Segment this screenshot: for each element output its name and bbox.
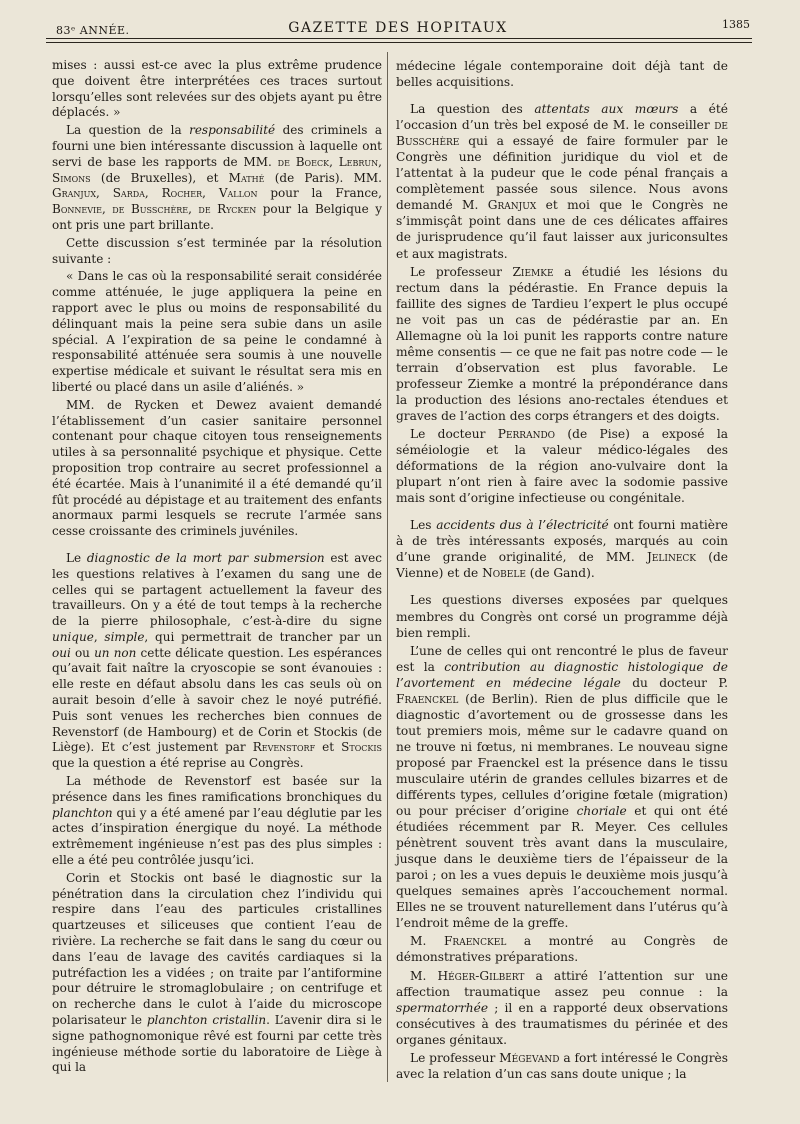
column-divider (387, 52, 388, 1082)
author-name: Granjux (487, 198, 537, 213)
paragraph (52, 398, 382, 540)
text-run: a été l’occasion d’un très bel exposé de M. le conseiller (396, 102, 728, 133)
text-run: que la question a été reprise au Congrès. (52, 756, 304, 771)
paragraph (396, 643, 728, 932)
text-run: et qui ont été étudiées récemment par R. Meyer. Ces cellules pénètrent souvent très avant dans la musculaire, jusque dans le deuxième tiers de l’épaisseur de la paroi ; on les a vues depuis le deuxième mois jusqu’à quelques semaines après l’accouchement normal. Elles ne se trouvent naturellement dans l’utérus qu’à l’endroit même de la greffe. (396, 804, 729, 931)
author-name: de Busschère (112, 202, 189, 217)
text-run: La question des (410, 102, 535, 117)
italic-run: simple (104, 629, 145, 644)
author-name: Fraenckel (443, 934, 507, 949)
author-name: Mathé (228, 170, 265, 185)
paragraph (52, 871, 382, 1076)
italic-run: oui (52, 645, 71, 660)
author-name: Sarda (112, 186, 145, 201)
text-run: ont fourni matière à de très intéressants exposés, marqués au coin d’une grande originalité, de MM. (396, 518, 728, 565)
author-name: Bonnevie (52, 202, 102, 217)
paragraph (396, 101, 728, 261)
italic-run: planchton cristallin (146, 1013, 267, 1028)
text-run: L’une de celles qui ont rencontré le plus de faveur est la (396, 643, 728, 674)
text-run: , (144, 186, 162, 201)
right-column (396, 58, 728, 1084)
text-run: , (93, 629, 105, 644)
paragraph (396, 264, 728, 424)
text-run: et moi que le Congrès ne s’immisçât point dans une de ces délicates affaires de jurisprudence qu’il faut laisser aux juriconsultes et aux magistrats. (396, 198, 728, 261)
text-run: La question de la (66, 123, 190, 138)
italic-run: planchton (52, 805, 113, 820)
text-run: (de Bruxelles), et (90, 170, 229, 185)
text-run: , (202, 186, 219, 201)
page-number: 1385 (722, 18, 750, 31)
volume-label: 83ᵉ ANNÉE. (56, 24, 130, 37)
author-name: Stockis (341, 740, 382, 755)
text-run: Les questions diverses exposées par quelques membres du Congrès ont corsé un programme déjà bien rempli. (396, 593, 728, 640)
text-run: pour la France, (257, 186, 382, 201)
text-run: a étudié les lésions du rectum dans la pédérastie. En France depuis la faillite des signes de Tardieu l’expert le plus occupé ne voit pas un cas de pédérastie par an. En Allemagne où la loi punit les rapports contre nature même consentis — ce que ne fait pas notre code — le terrain d’observation est plus favorable. Le professeur Ziemke a montré la prépondérance dans la production des lésions ano-rectales étendues et graves de l’action des corps étrangers et des doigts. (396, 264, 728, 423)
paragraph (52, 269, 382, 395)
paragraph (396, 968, 728, 1048)
paragraph (52, 123, 382, 234)
text-run: mises : aussi est-ce avec la plus extrême prudence que doivent être interprétées ces traces surtout lorsqu’elles sont relevées sur des objets ayant pu être déplacés. » (52, 58, 382, 120)
author-name: Simons (52, 170, 91, 185)
text-run: Le docteur (410, 427, 498, 442)
text-run: cette délicate question. Les espérances qu’avait fait naître la cryoscopie se sont évanouies : elle reste en défaut absolu dans les cas seuls où on aurait besoin d’elle à savoir chez le noyé putréfié. Puis sont venues les recherches bien connues de Revenstorf (de Hambourg) et de Corin et Stockis (de Liège). Et c’est justement par (52, 645, 382, 755)
text-run: Les (410, 518, 437, 533)
text-run: MM. de Rycken et Dewez avaient demandé l’établissement d’un casier sanitaire personnel contenant pour chaque citoyen tous renseignements utiles à sa personnalité psychique et physique. Cette proposition trop contraire au secret professionnel a été écartée. Mais à l’unanimité il a été demandé qu’il fût procédé au dépistage et au traitement des enfants anormaux parmi lesquels se recrute l’armée sans cesse croissante des criminels juvéniles. (52, 397, 382, 539)
text-run: , qui permettrait de trancher par un (144, 629, 382, 644)
text-run: M. (410, 934, 444, 949)
author-name: Ziemke (512, 264, 554, 279)
italic-run: attentats aux mœurs (534, 102, 679, 117)
header-rule-thick (46, 38, 752, 39)
text-run: Cette discussion s’est terminée par la résolution suivante : (52, 235, 382, 266)
author-name: Héger-Gilbert (437, 968, 525, 983)
paragraph (52, 551, 382, 772)
text-run: est avec les questions relatives à l’examen du sang une de celles qui se partagent actuellement la faveur des travailleurs. On y a été de tout temps à la recherche de la pierre philosophale, c’est-à-dire du signe (52, 550, 383, 629)
author-name: Perrando (497, 427, 556, 442)
text-run: ; il en a rapporté deux observations consécutives à des traumatismes du périnée et des organes génitaux. (396, 1000, 728, 1047)
text-run: des criminels a fourni une bien intéressante discussion à laquelle ont servi de base les rapports de MM. (52, 123, 382, 169)
header-rule-thin (46, 42, 752, 43)
text-run: , (102, 202, 113, 217)
text-run: qui y a été amené par l’eau déglutie par les actes d’inspiration énergique du noyé. La méthode extrêmement ingénieuse n’est pas des plus simples : elle a été peu contrôlée jusqu’ici. (52, 805, 382, 868)
text-run: a montré au Congrès de démonstratives préparations. (396, 934, 728, 965)
text-run: Corin et Stockis ont basé le diagnostic sur la pénétration dans la circulation chez l’individu qui respire dans l’eau des particules cristallines quartzeuses et siliceuses que contient l’eau de rivière. La recherche se fait dans le sang du cœur ou dans l’eau de lavage des cavités cardiaques si la putréfaction les a vidées ; on traite par l’antiformine pour détruire le stromaglobulaire ; on centrifuge et on recherche dans le culot à l’aide du microscope polarisateur le (52, 870, 382, 1028)
author-name: Revenstorf (252, 740, 316, 755)
text-run: , (378, 154, 382, 169)
author-name: Nobele (482, 566, 526, 581)
text-run: et (315, 740, 342, 755)
text-run: a fort intéressé le Congrès avec la relation d’un cas sans doute unique ; la (396, 1050, 729, 1081)
italic-run: unique (52, 629, 94, 644)
author-name: Rocher (161, 186, 203, 201)
author-name: de Busschère (396, 118, 728, 149)
text-run: pour la Belgique y ont pris une part brillante. (52, 202, 382, 232)
text-run: (de Gand). (525, 566, 595, 581)
paragraph (396, 592, 728, 640)
italic-run: choriale (576, 804, 627, 819)
text-run: Le professeur (410, 1050, 500, 1065)
author-name: Granjux (52, 186, 97, 201)
italic-run: un non (94, 645, 137, 660)
author-name: de Rycken (198, 202, 257, 217)
text-run: Le professeur (410, 264, 513, 279)
italic-run: responsabilité (189, 123, 276, 138)
journal-title: GAZETTE DES HOPITAUX (288, 20, 508, 36)
paragraph (396, 426, 728, 506)
author-name: Mégevand (499, 1050, 560, 1065)
author-name: Fraenckel (396, 691, 459, 706)
text-run: M. (410, 968, 438, 983)
text-run: (de Vienne) et de (396, 550, 728, 581)
author-name: Vallon (218, 186, 258, 201)
italic-run: spermatorrhée (396, 1000, 489, 1015)
text-run: médecine légale contemporaine doit déjà tant de belles acquisitions. (396, 59, 728, 90)
paragraph (396, 517, 728, 581)
text-run: (de Paris). MM. (264, 170, 382, 185)
text-run: (de Pise) a exposé la séméiologie et la valeur médico-légales des déformations de la région ano-vulvaire dont la plupart n’ont rien à faire avec la sodomie passive mais sont d’origine infectieuse ou congénitale. (396, 427, 728, 506)
text-run: . L’avenir dira si le signe pathognomonique rêvé est fourni par cette très ingénieuse méthode sortie du laboratoire de Liège à qui la (52, 1013, 382, 1075)
continued-paragraph (52, 58, 382, 121)
author-name: de Boeck (277, 154, 330, 169)
text-run: ou (70, 645, 95, 660)
text-run: , (96, 186, 113, 201)
text-run: , (329, 154, 339, 169)
left-column (52, 58, 382, 1078)
page-header (46, 12, 750, 46)
paragraph (52, 236, 382, 268)
italic-run: contribution au diagnostic histologique de l’avortement en médecine légale (396, 659, 728, 690)
text-run: Le (66, 550, 87, 565)
text-run: La méthode de Revenstorf est basée sur la présence dans les fines ramifications bronchiques du (52, 774, 382, 804)
text-run: « Dans le cas où la responsabilité serait considérée comme atténuée, le juge appliquera la peine en rapport avec le plus ou moins de responsabilité du délinquant mais la peine sera subie dans un asile spécial. A l’expiration de sa peine le condamné à responsabilité atténuée sera soumis à une nouvelle expertise médicale et suivant le résultat sera mis en liberté ou placé dans un asile d’aliénés. » (52, 269, 382, 394)
text-run: , (188, 202, 199, 217)
author-name: Jelineck (646, 550, 696, 565)
author-name: Lebrun (338, 154, 379, 169)
continued-paragraph (396, 58, 728, 90)
paragraph (396, 933, 728, 965)
text-run: du docteur P. (620, 675, 728, 690)
text-run: (de Berlin). Rien de plus difficile que le diagnostic d’avortement ou de grossesse dans les tout premiers mois, même sur le cadavre quand on ne trouve ni fœtus, ni membranes. Le nouveau signe proposé par Fraenckel est la présence dans le tissu musculaire utérin de grandes cellules bizarres et de différents types, cellules d’origine fœtale (migration) ou pour préciser d’origine (396, 691, 728, 819)
text-run: a attiré l’attention sur une affection traumatique assez peu connue : la (396, 968, 728, 999)
italic-run: accidents dus à l’électricité (436, 518, 609, 533)
paragraph (52, 774, 382, 869)
paragraph (396, 1050, 728, 1082)
italic-run: diagnostic de la mort par submersion (86, 550, 325, 565)
text-run: qui a essayé de faire formuler par le Congrès une définition juridique du viol et de l’attentat à la pudeur que le code pénal français a complètement passée sous silence. Nous avons demandé M. (396, 134, 728, 213)
